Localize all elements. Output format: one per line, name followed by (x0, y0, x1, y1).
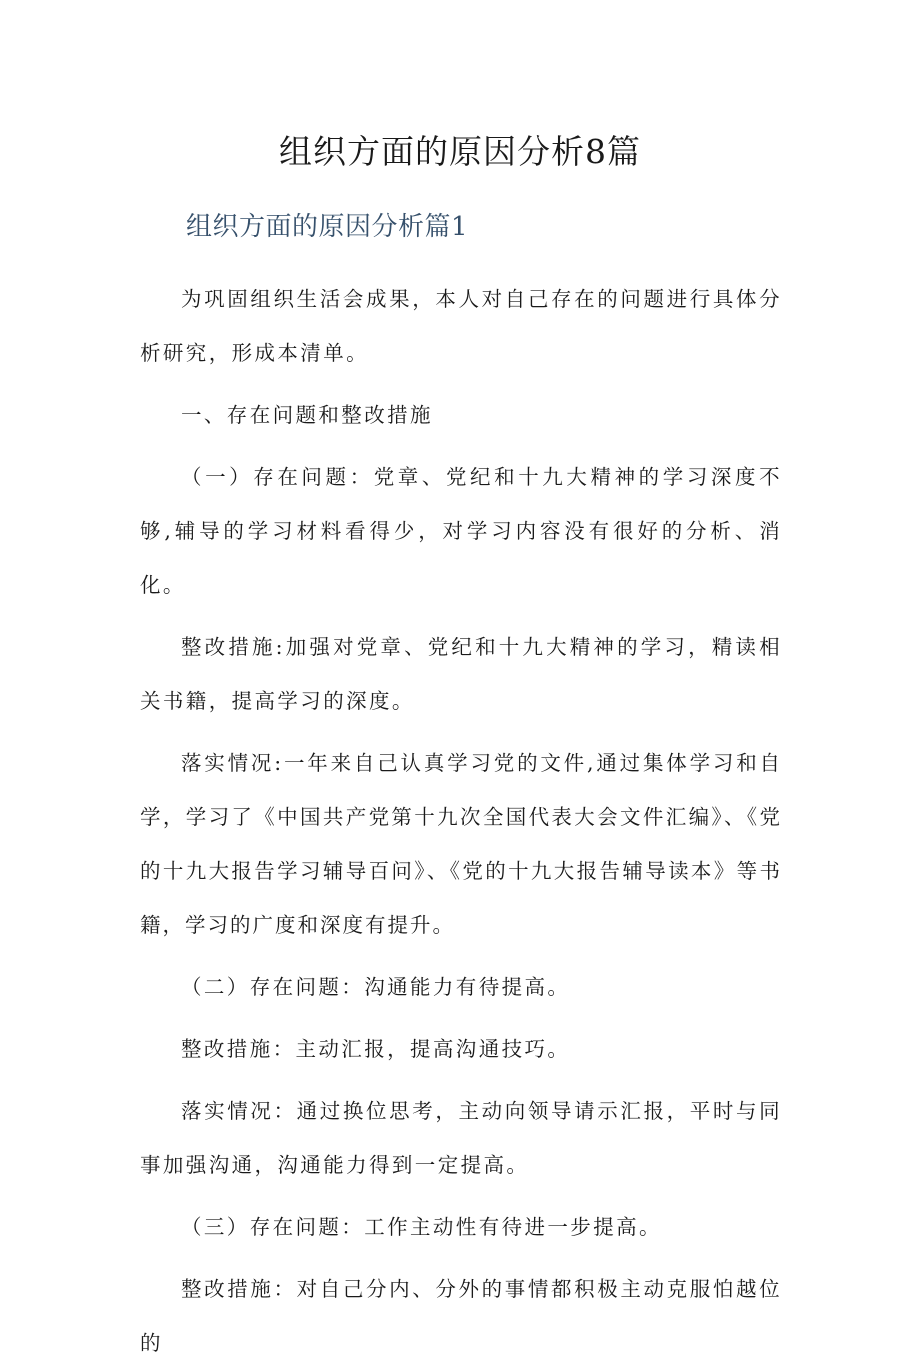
paragraph-measure-1: 整改措施:加强对党章、党纪和十九大精神的学习，精读相关书籍，提高学习的深度。 (140, 635, 782, 713)
paragraph-issue-1: （一）存在问题：党章、党纪和十九大精神的学习深度不够,辅导的学习材料看得少，对学习内容没有很好的分析、消化。 (140, 465, 782, 597)
paragraph-part-one-heading: 一、存在问题和整改措施 (181, 403, 433, 427)
paragraph-issue-3: （三）存在问题：工作主动性有待进一步提高。 (181, 1215, 662, 1239)
paragraph-status-1: 落实情况:一年来自己认真学习党的文件,通过集体学习和自学，学习了《中国共产党第十九次全国代表大会文件汇编》、《党的十九大报告学习辅导百问》、《党的十九大报告辅导读本》等书籍，学习的广度和深度有提升。 (140, 751, 782, 937)
paragraph-intro: 为巩固组织生活会成果，本人对自己存在的问题进行具体分析研究，形成本清单。 (140, 287, 782, 365)
document-body (140, 272, 782, 1370)
paragraph-status-2: 落实情况：通过换位思考，主动向领导请示汇报，平时与同事加强沟通，沟通能力得到一定提高。 (140, 1099, 782, 1177)
section-heading: 组织方面的原因分析篇1 (186, 212, 469, 242)
paragraph-measure-2: 整改措施：主动汇报，提高沟通技巧。 (181, 1037, 571, 1061)
paragraph-measure-3: 整改措施：对自己分内、分外的事情都积极主动克服怕越位的 (140, 1277, 782, 1355)
document-title: 组织方面的原因分析8篇 (279, 132, 641, 171)
paragraph-issue-2: （二）存在问题：沟通能力有待提高。 (181, 975, 571, 999)
